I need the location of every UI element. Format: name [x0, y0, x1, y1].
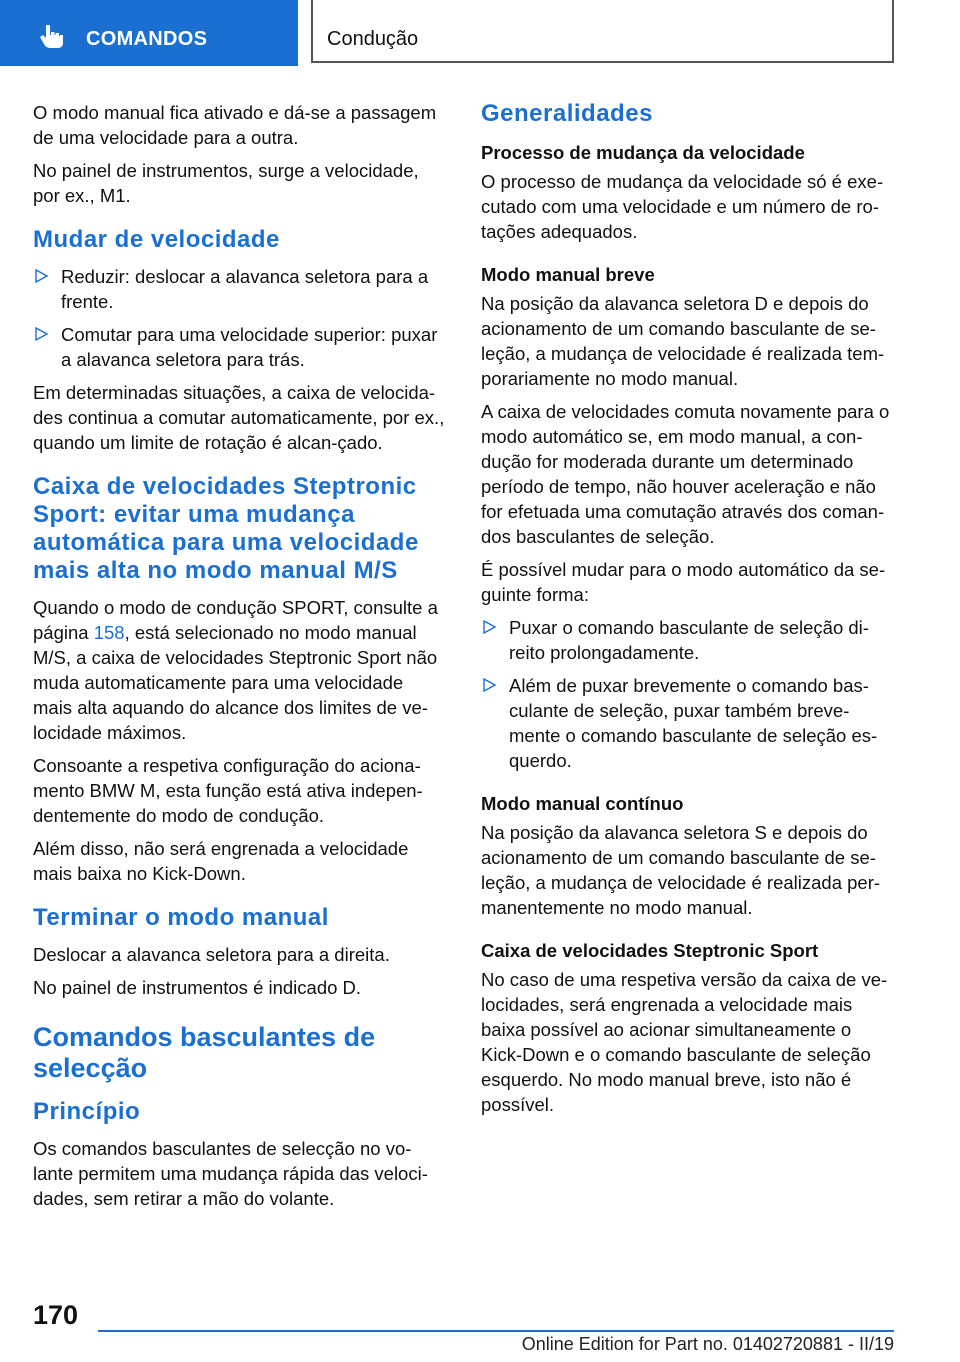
paragraph: O processo de mudança da velocidade só é exe-cutado com uma velocidade e um número de ro-tações adequados.	[481, 171, 884, 242]
paragraph: É possível mudar para o modo automático da se-guinte forma:	[481, 559, 886, 605]
subheading-steptronic-sport: Caixa de velocidades Steptronic Sport	[481, 940, 819, 961]
page-reference-link[interactable]: 158	[93, 622, 125, 643]
page-header	[0, 0, 960, 66]
paragraph: Consoante a respetiva configuração do aciona-mento BMW M, esta função está ativa indepen-dentemente do modo de condução.	[33, 755, 423, 826]
triangle-bullet-icon	[34, 327, 48, 341]
paragraph: Na posição da alavanca seletora D e depois do acionamento de um comando basculante de se-leção, a mudança de velocidade é realizada tem-porariamente no modo manual.	[481, 293, 885, 389]
list-item	[481, 673, 895, 773]
list-item-text: Comutar para uma velocidade superior: puxar a alavanca seletora para trás.	[61, 324, 438, 370]
paragraph: No painel de instrumentos é indicado D.	[33, 977, 362, 998]
list-item-text: Puxar o comando basculante de seleção di-reito prolongadamente.	[509, 617, 869, 663]
paragraph-with-link: Quando o modo de condução SPORT, consulte a página 158, está selecionado no modo manual M/S, a caixa de velocidades Steptronic Sport não muda automaticamente para uma velocidade mais alta aquando do alcance dos limites de ve-locidade máximos.	[33, 597, 438, 743]
chapter-tab-comandos[interactable]	[0, 0, 298, 66]
edition-note: Online Edition for Part no. 01402720881 - II/19	[521, 1334, 894, 1354]
paragraph: O modo manual fica ativado e dá-se a passagem de uma velocidade para a outra.	[33, 102, 437, 148]
heading-caixa-steptronic-sport: Caixa de velocidades Steptronic Sport: evitar uma mudança automática para uma velocidade mais alta no modo manual M/S	[33, 473, 419, 584]
heading-generalidades: Generalidades	[481, 100, 653, 127]
heading-mudar-de-velocidade: Mudar de velocidade	[33, 226, 280, 253]
list-item	[33, 322, 447, 372]
paragraph: No caso de uma respetiva versão da caixa de ve-locidades, será engrenada a velocidade mais baixa possível ao acionar simultaneamente o Kick-Down e o comando basculante de seleção esquerdo. No modo manual breve, isto não é possível.	[481, 969, 888, 1115]
triangle-bullet-icon	[482, 678, 496, 692]
auto-mode-list	[481, 615, 895, 773]
paragraph: A caixa de velocidades comuta novamente para o modo automático se, em modo manual, a con-dução for moderada durante um determinado período de tempo, não houver aceleração e não for efetuada uma comutação através dos coman-dos basculantes de seleção.	[481, 401, 890, 547]
page-number: 170	[33, 1300, 79, 1330]
heading-principio: Princípio	[33, 1098, 141, 1125]
section-tab-conducao[interactable]	[311, 0, 894, 63]
list-item-text: Além de puxar brevemente o comando bas-culante de seleção, puxar também breve-mente o comando basculante de seleção es-querdo.	[509, 675, 878, 771]
paragraph: Deslocar a alavanca seletora para a direita.	[33, 944, 390, 965]
heading-terminar-modo-manual: Terminar o modo manual	[33, 904, 329, 931]
paragraph: Os comandos basculantes de selecção no vo-lante permitem uma mudança rápida das veloci-dades, sem retirar a mão do volante.	[33, 1138, 428, 1209]
paragraph: Em determinadas situações, a caixa de velocida-des continua a comutar automaticamente, por ex., quando um limite de rotação é alcan-çado.	[33, 382, 445, 453]
paragraph: Além disso, não será engrenada a velocidade mais baixa no Kick-Down.	[33, 838, 409, 884]
gear-change-list	[33, 264, 447, 372]
triangle-bullet-icon	[482, 620, 496, 634]
subheading-modo-manual-continuo: Modo manual contínuo	[481, 793, 684, 814]
footer-divider	[98, 1330, 894, 1332]
subheading-processo: Processo de mudança da velocidade	[481, 142, 805, 163]
list-item	[481, 615, 895, 665]
hand-pointer-icon	[38, 22, 66, 50]
section-label: Condução	[327, 28, 419, 50]
subheading-modo-manual-breve: Modo manual breve	[481, 264, 655, 285]
chapter-label: COMANDOS	[86, 28, 208, 50]
triangle-bullet-icon	[34, 269, 48, 283]
paragraph: No painel de instrumentos, surge a velocidade, por ex., M1.	[33, 160, 419, 206]
paragraph: Na posição da alavanca seletora S e depois do acionamento de um comando basculante de se-leção, a mudança de velocidade é realizada per-manentemente no modo manual.	[481, 822, 881, 918]
left-column	[33, 100, 447, 1219]
list-item-text: Reduzir: deslocar a alavanca seletora para a frente.	[61, 266, 429, 312]
list-item	[33, 264, 447, 314]
right-column	[481, 100, 895, 1125]
heading-comandos-basculantes: Comandos basculantes de selecção	[33, 1022, 376, 1083]
